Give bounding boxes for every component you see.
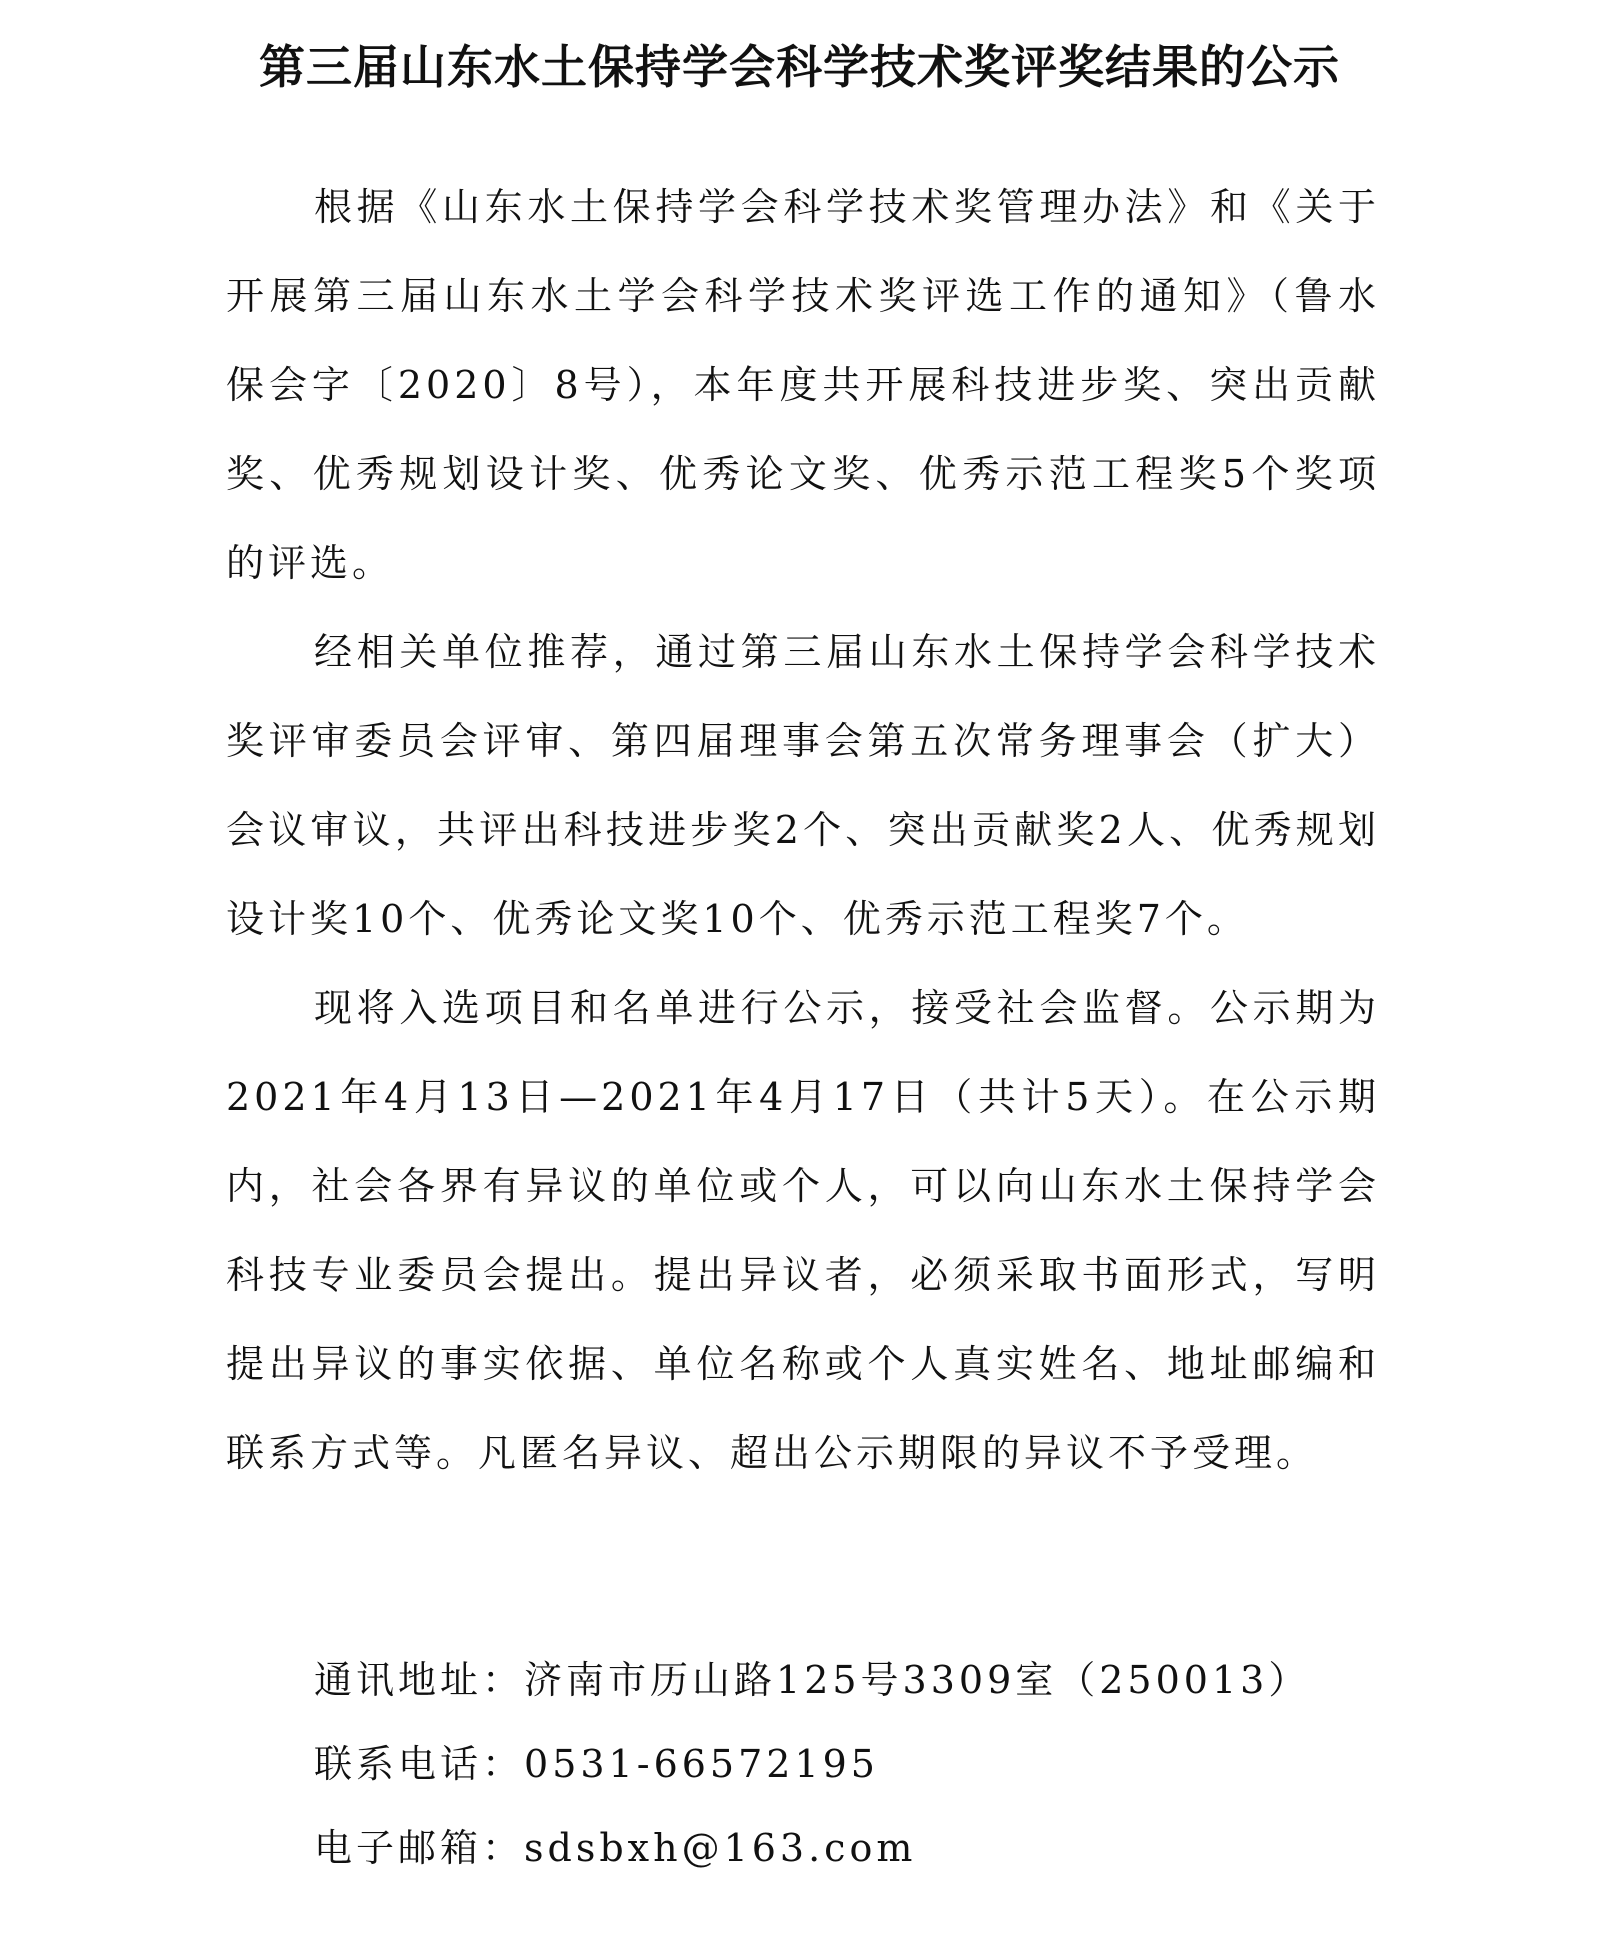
paragraph-publicity: 现将入选项目和名单进行公示，接受社会监督。公示期为2021年4月13日—2021年4月17日（共计5天）。在公示期内，社会各界有异议的单位或个人，可以向山东水土保持学会科技专业委员会提出。提出异议者，必须采取书面形式，写明提出异议的事实依据、单位名称或个人真实姓名、地址邮编和联系方式等。凡匿名异议、超出公示期限的异议不予受理。 xyxy=(226,986,1380,1475)
contact-address-value: 济南市历山路125号3309室（250013） xyxy=(524,1658,1311,1702)
contact-address xyxy=(314,1636,1374,1725)
contact-email-value: sdsbxh@163.com xyxy=(524,1826,917,1870)
document-title: 第三届山东水土保持学会科学技术奖评奖结果的公示 xyxy=(259,40,1340,94)
contact-phone-value: 0531-66572195 xyxy=(524,1742,879,1786)
contact-phone xyxy=(314,1720,1374,1809)
paragraph-basis: 根据《山东水土保持学会科学技术奖管理办法》和《关于开展第三届山东水土学会科学技术奖评选工作的通知》（鲁水保会字〔2020〕8号），本年度共开展科技进步奖、突出贡献奖、优秀规划设计奖、优秀论文奖、优秀示范工程奖5个奖项的评选。 xyxy=(226,185,1380,585)
document-body xyxy=(226,163,1380,1498)
paragraph-results: 经相关单位推荐，通过第三届山东水土保持学会科学技术奖评审委员会评审、第四届理事会第五次常务理事会（扩大）会议审议，共评出科技进步奖2个、突出贡献奖2人、优秀规划设计奖10个、优秀论文奖10个、优秀示范工程奖7个。 xyxy=(226,630,1380,941)
contact-email-label: 电子邮箱： xyxy=(314,1826,525,1870)
contact-phone-label: 联系电话： xyxy=(314,1742,525,1786)
contact-address-label: 通讯地址： xyxy=(314,1658,525,1702)
contact-email xyxy=(314,1804,1374,1893)
